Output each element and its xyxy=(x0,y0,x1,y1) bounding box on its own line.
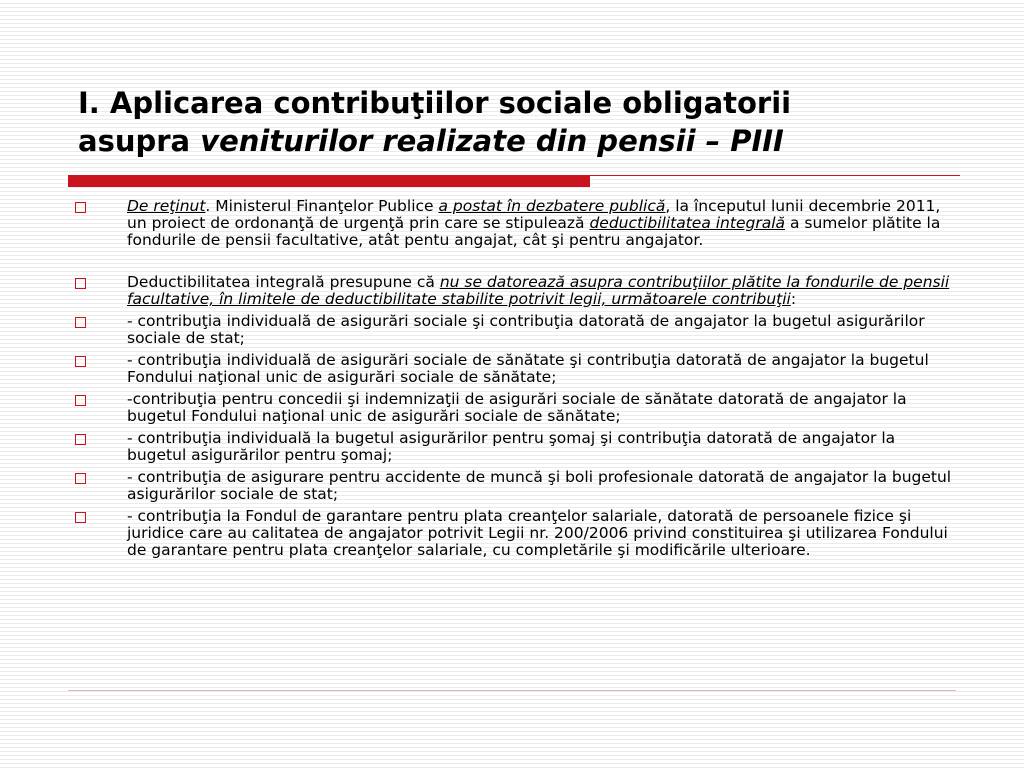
bullet-text-segment: Deductibilitatea integrală presupune că xyxy=(127,273,440,291)
bullet-text-segment: - contribuţia individuală la bugetul asigurărilor pentru şomaj şi contribuţia datorată de angajator la bugetul asigurărilor pentru şomaj; xyxy=(127,429,896,464)
bullet-text-segment: deductibilitatea integrală xyxy=(589,214,786,232)
bullet-item xyxy=(75,508,955,559)
hollow-square-bullet-icon xyxy=(75,356,86,367)
hollow-square-bullet-icon xyxy=(75,317,86,328)
bullet-text-segment: a sumelor plătite la fondurile de pensii facultative, atât pentu angajat, cât şi pentru angajator. xyxy=(127,214,941,249)
slide-title xyxy=(78,84,978,160)
bullet-list xyxy=(75,198,955,559)
bullet-text-segment: a postat în dezbatere publică xyxy=(438,197,666,215)
bullet-text-segment: , la începutul lunii decembrie 2011, un proiect de ordonanţă de urgenţă prin care se stipulează xyxy=(127,197,941,232)
title-line1: I. Aplicarea contribuţiilor sociale obligatorii xyxy=(78,86,792,120)
bullet-item xyxy=(75,430,955,464)
hollow-square-bullet-icon xyxy=(75,278,86,289)
title-underline-thick xyxy=(68,175,590,187)
title-line2-prefix: asupra xyxy=(78,124,201,158)
bullet-item xyxy=(75,391,955,425)
bullet-text-segment: . Ministerul Finanţelor Publice xyxy=(205,197,439,215)
bullet-item xyxy=(75,469,955,503)
hollow-square-bullet-icon xyxy=(75,512,86,523)
bullet-text-segment: nu se datorează asupra contribuţiilor plătite la fondurile de pensii facultative, în limitele de deductibilitate stabilite potrivit legii, următoarele contribuţii xyxy=(127,273,950,308)
bullet-text-segment: - contribuţia individuală de asigurări sociale şi contribuţia datorată de angajator la bugetul asigurărilor sociale de stat; xyxy=(127,312,925,347)
hollow-square-bullet-icon xyxy=(75,395,86,406)
hollow-square-bullet-icon xyxy=(75,473,86,484)
bullet-text-segment: De reţinut xyxy=(127,197,206,215)
bullet-item xyxy=(75,198,955,249)
title-line2-italic: veniturilor realizate din pensii – PIII xyxy=(200,124,784,158)
bullet-text-segment: - contribuţia de asigurare pentru accidente de muncă şi boli profesionale datorată de angajator la bugetul asigurărilor sociale de stat; xyxy=(127,468,952,503)
bullet-text-segment: -contribuţia pentru concedii şi indemnizaţii de asigurări sociale de sănătate datorată de angajator la bugetul Fondului naţional unic de asigurări sociale de sănătate; xyxy=(127,390,907,425)
bullet-item xyxy=(75,352,955,386)
hollow-square-bullet-icon xyxy=(75,202,86,213)
bullet-text-segment: - contribuţia la Fondul de garantare pentru plata creanţelor salariale, datorată de persoanele fizice şi juridice care au calitatea de angajator potrivit Legii nr. 200/2006 privind constituirea şi utilizarea Fondului de garantare pentru plata creanţelor salariale, cu completările şi modificările ulterioare. xyxy=(127,507,948,559)
bullet-text-segment: : xyxy=(790,290,797,308)
bullet-item xyxy=(75,274,955,308)
hollow-square-bullet-icon xyxy=(75,434,86,445)
bottom-divider xyxy=(68,690,956,691)
bullet-item xyxy=(75,313,955,347)
bullet-text-segment: - contribuţia individuală de asigurări sociale de sănătate şi contribuţia datorată de angajator la bugetul Fondului naţional unic de asigurări sociale de sănătate; xyxy=(127,351,929,386)
title-underline-thin xyxy=(590,175,960,176)
